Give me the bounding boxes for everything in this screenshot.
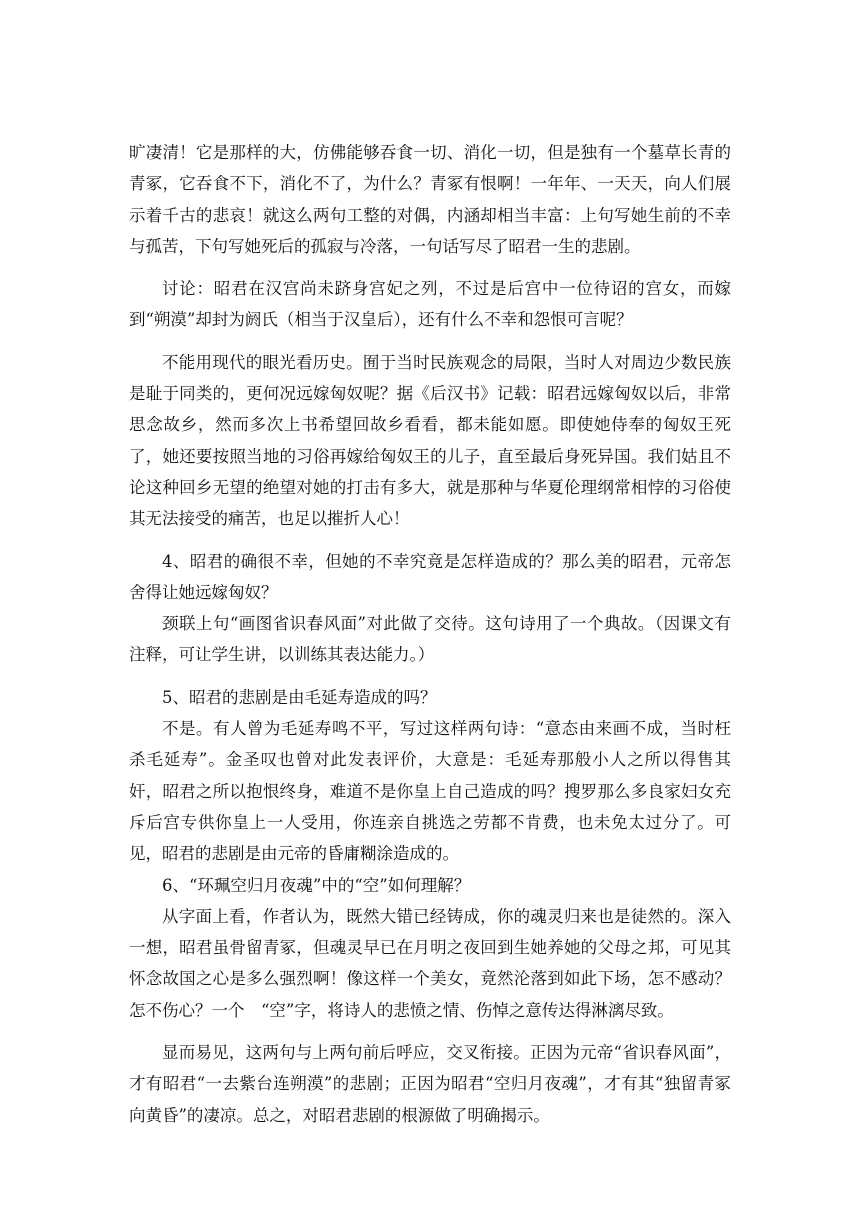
paragraph-2: 讨论：昭君在汉宫尚未跻身宫妃之列，不过是后宫中一位待诏的宫女，而嫁到“朔漠”却封为阏氏（相当于汉皇后），还有什么不幸和怨恨可言呢？ [129, 279, 731, 330]
paragraph-9: 从字面上看，作者认为，既然大错已经铸成，你的魂灵归来也是徒然的。深入一想，昭君虽骨留青冢，但魂灵早已在月明之夜回到生她养她的父母之邦，可见其怀念故国之心是多么强烈啊！像这样一个美女，竟然沦落到如此下场，怎不感动？怎不伤心？一个 “空”字，将诗人的悲愤之情、伤悼之意传达得淋漓尽致。 [129, 906, 731, 1020]
paragraph-1: 旷凄清！它是那样的大，仿佛能够吞食一切、消化一切，但是独有一个墓草长青的青冢，它吞食不下，消化不了，为什么？青冢有恨啊！一年年、一天天，向人们展示着千古的悲哀！就这么两句工整的对偶，内涵却相当丰富：上句写她生前的不幸与孤苦，下句写她死后的孤寂与冷落，一句话写尽了昭君一生的悲剧。 [129, 143, 731, 256]
paragraph-3: 不能用现代的眼光看历史。囿于当时民族观念的局限，当时人对周边少数民族是耻于同类的，更何况远嫁匈奴呢？据《后汉书》记载：昭君远嫁匈奴以后，非常思念故乡，然而多次上书希望回故乡看看，都未能如愿。即使她侍奉的匈奴王死了，她还要按照当地的习俗再嫁给匈奴王的儿子，直至最后身死异国。我们姑且不论这种回乡无望的绝望对她的打击有多大，就是那种与华夏伦理纲常相悖的习俗使其无法接受的痛苦，也足以摧折人心！ [129, 352, 731, 529]
question-5: 5、昭君的悲剧是由毛延寿造成的吗？ [162, 687, 437, 707]
question-6: 6、“环珮空归月夜魂”中的“空”如何理解？ [162, 875, 471, 895]
question-4: 4、昭君的确很不幸，但她的不幸究竟是怎样造成的？那么美的昭君，元帝怎舍得让她远嫁匈奴？ [129, 551, 731, 602]
document-body [129, 137, 731, 1142]
paragraph-10: 显而易见，这两句与上两句前后呼应，交叉衔接。正因为元帝“省识春风面”，才有昭君“一去紫台连朔漠”的悲剧；正因为昭君“空归月夜魂”，才有其“独留青冢向黄昏”的凄凉。总之，对昭君悲剧的根源做了明确揭示。 [129, 1043, 731, 1125]
paragraph-7: 不是。有人曾为毛延寿鸣不平，写过这样两句诗：“意态由来画不成，当时枉杀毛延寿”。金圣叹也曾对此发表评价，大意是：毛延寿那般小人之所以得售其奸，昭君之所以抱恨终身，难道不是你皇上自己造成的吗？搜罗那么多良家妇女充斥后宫专供你皇上一人受用，你连亲自挑选之劳都不肯费，也未免太过分了。可见，昭君的悲剧是由元帝的昏庸糊涂造成的。 [129, 719, 731, 864]
paragraph-5: 颈联上句“画图省识春风面”对此做了交待。这句诗用了一个典故。（因课文有注释，可让学生讲，以训练其表达能力。） [129, 614, 731, 665]
